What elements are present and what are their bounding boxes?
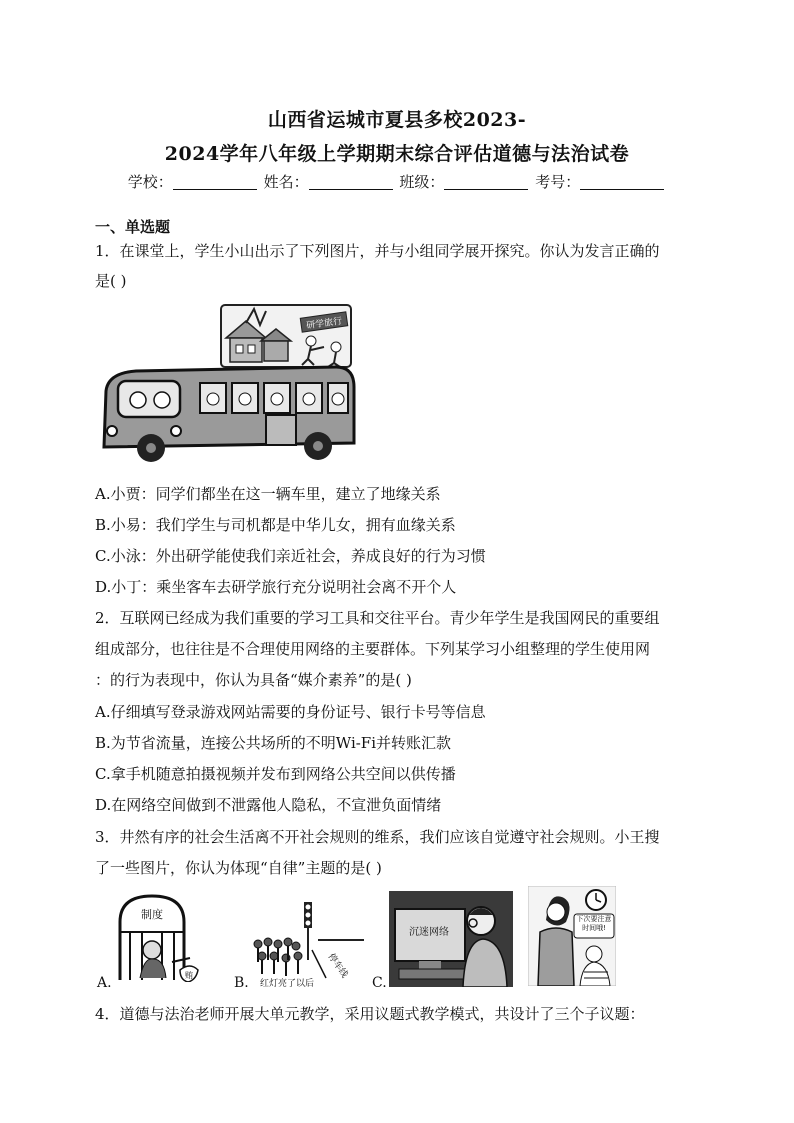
q3-picture-a-text: 制度 [141, 908, 163, 921]
q2-stem-line3: ：的行为表现中，你认为具备“媒介素养”的是( ) [95, 671, 412, 689]
q3-picture-c-text: 沉迷网络 [409, 927, 449, 938]
school-blank[interactable] [173, 174, 257, 190]
q2-option-a[interactable]: A.仔细填写登录游戏网站需要的身份证号、银行卡号等信息 [95, 703, 486, 721]
q3-picture-d [528, 886, 616, 986]
q3-picture-a-text2: 贿 [185, 971, 193, 980]
q2-stem-line2: 组成部分，也往往是不合理使用网络的主要群体。下列某学习小组整理的学生使用网 [95, 640, 651, 658]
name-label: 姓名： [263, 173, 309, 191]
q2-stem-line1: 2．互联网已经成为我们重要的学习工具和交往平台。青少年学生是我国网民的重要组 [95, 609, 660, 627]
class-blank[interactable] [444, 174, 528, 190]
school-label: 学校： [127, 173, 173, 191]
q1-sign-text: 研学旅行 [305, 316, 343, 332]
q3-label-a[interactable]: A. [97, 975, 112, 991]
q3-picture-d-text: 下次要注意时间哦! [576, 915, 612, 932]
q2-option-b[interactable]: B.为节省流量，连接公共场所的不明Wi-Fi并转账汇款 [95, 734, 452, 752]
class-label: 班级： [399, 173, 445, 191]
q3-stem-line1: 3．井然有序的社会生活离不开社会规则的维系，我们应该自觉遵守社会规则。小王搜 [95, 828, 660, 846]
q3-picture-b-text1: 停车线 [325, 951, 350, 980]
q1-option-b[interactable]: B.小易：我们学生与司机都是中华儿女，拥有血缘关系 [95, 516, 456, 534]
q3-label-c[interactable]: C. [372, 975, 387, 991]
page-title-line2: 2024学年八年级上学期期末综合评估道德与法治试卷 [164, 143, 630, 165]
student-info-line [0, 171, 794, 192]
exam-number-blank[interactable] [580, 174, 664, 190]
q3-picture-a [110, 892, 202, 982]
q4-stem-line1: 4．道德与法治老师开展大单元教学，采用议题式教学模式，共设计了三个子议题： [95, 1005, 645, 1023]
q2-option-c[interactable]: C.拿手机随意拍摄视频并发布到网络公共空间以供传播 [95, 765, 456, 783]
q1-stem-line2: 是( ) [95, 272, 127, 290]
q3-picture-b [246, 900, 368, 988]
q1-option-c[interactable]: C.小泳：外出研学能使我们亲近社会，养成良好的行为习惯 [95, 547, 486, 565]
q3-label-b[interactable]: B. [234, 975, 249, 991]
q3-picture-c [389, 891, 513, 987]
exam-number-label: 考号： [535, 173, 581, 191]
q3-picture-b-text2: 红灯亮了以后 [260, 979, 315, 988]
q1-option-d[interactable]: D.小丁：乘坐客车去研学旅行充分说明社会离不开个人 [95, 578, 457, 596]
q1-bus-illustration [96, 303, 358, 465]
q2-option-d[interactable]: D.在网络空间做到不泄露他人隐私，不宣泄负面情绪 [95, 796, 442, 814]
name-blank[interactable] [309, 174, 393, 190]
q3-stem-line2: 了一些图片，你认为体现“自律”主题的是( ) [95, 859, 382, 877]
q1-stem-line1: 1．在课堂上，学生小山出示了下列图片，并与小组同学展开探究。你认为发言正确的 [95, 242, 660, 260]
page-title-line1: 山西省运城市夏县多校2023- [267, 109, 527, 131]
section-heading: 一、单选题 [95, 218, 171, 236]
q1-option-a[interactable]: A.小贾：同学们都坐在这一辆车里，建立了地缘关系 [95, 485, 441, 503]
